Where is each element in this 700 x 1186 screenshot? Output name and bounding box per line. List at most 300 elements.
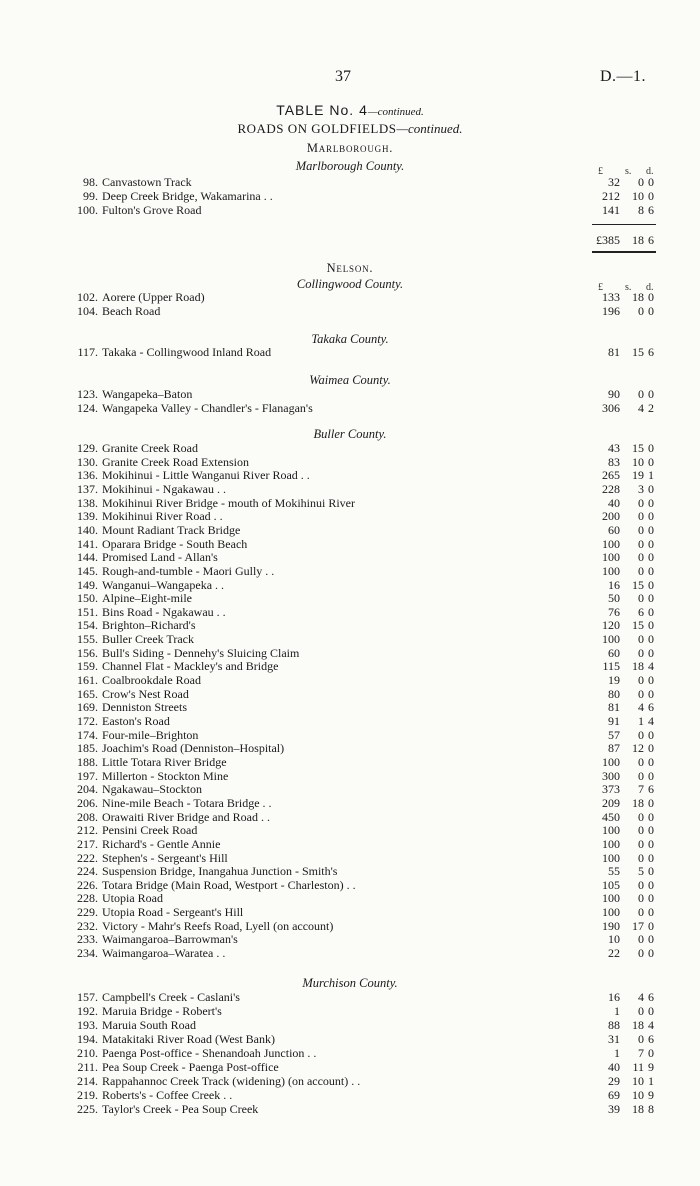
amount-shillings: 15: [632, 345, 644, 359]
item-number: 157.: [77, 990, 98, 1004]
amount-pounds: 100: [602, 850, 620, 865]
road-name: Aorere (Upper Road): [102, 290, 205, 304]
road-name: Granite Creek Road: [102, 441, 198, 455]
amount-pounds: 90: [608, 387, 620, 401]
amount-shillings: 0: [638, 673, 644, 688]
amount-pence: 0: [648, 577, 654, 592]
table-row: [0, 810, 700, 824]
document-reference: D.—1.: [600, 68, 647, 85]
table-row: [0, 591, 700, 605]
item-number: 140.: [77, 522, 98, 537]
road-name: Campbell's Creek - Caslani's: [102, 990, 240, 1004]
amount-shillings: 18: [632, 290, 644, 304]
amount-pounds: 100: [602, 632, 620, 647]
amount-pounds: 29: [608, 1074, 620, 1088]
amount-shillings: 10: [632, 1088, 644, 1102]
amount-shillings: 5: [638, 864, 644, 879]
amount-pounds: 16: [608, 990, 620, 1004]
county-heading-marlborough: Marlborough County.: [295, 159, 405, 173]
amount-pence: 0: [648, 495, 654, 510]
road-name: Joachim's Road (Denniston–Hospital): [102, 741, 285, 756]
item-number: 150.: [77, 591, 98, 606]
table-row: [0, 905, 700, 919]
amount-pence: 0: [648, 290, 654, 304]
amount-pounds: 100: [602, 754, 620, 769]
amount-pence: 0: [648, 550, 654, 565]
table-row: [0, 203, 700, 217]
item-number: 117.: [77, 345, 98, 359]
road-name: Denniston Streets: [102, 700, 187, 715]
table-row: [0, 509, 700, 523]
amount-pounds: 133: [602, 290, 620, 304]
road-name: Maruia Bridge - Robert's: [102, 1004, 222, 1018]
total-double-rule: [592, 251, 656, 253]
table-row: [0, 755, 700, 769]
amount-pence: 0: [648, 1046, 654, 1060]
item-number: 123.: [77, 387, 98, 401]
item-number: 136.: [77, 468, 98, 483]
amount-pounds: 105: [602, 877, 620, 892]
shillings-label: s.: [625, 282, 632, 293]
road-name: Waimangaroa–Waratea . .: [102, 946, 226, 961]
item-number: 141.: [77, 536, 98, 551]
table-row: [0, 1018, 700, 1032]
table-row: [0, 700, 700, 714]
item-number: 165.: [77, 686, 98, 701]
amount-pence: 0: [648, 754, 654, 769]
amount-pounds: 60: [608, 645, 620, 660]
amount-shillings: 0: [638, 387, 644, 401]
amount-pounds: 228: [602, 481, 620, 496]
road-name: Takaka - Collingwood Inland Road: [102, 345, 272, 359]
item-number: 211.: [77, 1060, 98, 1074]
table-row: [0, 878, 700, 892]
amount-pence: 2: [648, 401, 654, 416]
amount-pence: 0: [648, 522, 654, 537]
item-number: 185.: [77, 741, 98, 756]
item-number: 144.: [77, 550, 98, 565]
road-name: Oparara Bridge - South Beach: [102, 536, 248, 551]
table-row: [0, 837, 700, 851]
amount-pence: 8: [648, 1102, 654, 1116]
amount-pence: 0: [648, 918, 654, 933]
amount-pounds: 196: [602, 304, 620, 319]
amount-shillings: 0: [638, 768, 644, 783]
amount-pence: 0: [648, 768, 654, 783]
item-number: 229.: [77, 905, 98, 920]
road-name: Easton's Road: [102, 714, 170, 728]
amount-pence: 9: [648, 1088, 654, 1102]
amount-pence: 0: [648, 864, 654, 879]
amount-pence: 1: [648, 1074, 654, 1088]
table-row: [0, 290, 700, 304]
amount-pounds: 40: [608, 1060, 620, 1074]
table-row: [0, 564, 700, 578]
table-row: [0, 728, 700, 742]
item-number: 139.: [77, 509, 98, 524]
amount-shillings: 8: [638, 203, 644, 218]
amount-shillings: 0: [638, 632, 644, 647]
amount-pence: 0: [648, 1004, 654, 1018]
table-title-main: TABLE No. 4: [276, 102, 368, 118]
marlborough-total: [0, 233, 700, 247]
table-row: [0, 401, 700, 415]
amount-pence: 0: [648, 727, 654, 742]
pounds-label: £: [598, 282, 603, 293]
amount-pence: 9: [648, 1060, 654, 1074]
amount-pounds: 87: [608, 741, 620, 756]
table-row: [0, 175, 700, 189]
item-number: 159.: [77, 659, 98, 674]
region-heading-marlborough: Marlborough.: [306, 141, 394, 155]
amount-pence: 0: [648, 946, 654, 961]
table-row: [0, 632, 700, 646]
table-row: [0, 741, 700, 755]
road-name: Stephen's - Sergeant's Hill: [102, 850, 228, 865]
amount-pounds: 141: [602, 203, 620, 218]
amount-pounds: 120: [602, 618, 620, 633]
amount-pounds: 50: [608, 591, 620, 606]
item-number: 194.: [77, 1032, 98, 1046]
item-number: 228.: [77, 891, 98, 906]
amount-pounds: 100: [602, 550, 620, 565]
amount-shillings: 10: [632, 1074, 644, 1088]
table-row: [0, 345, 700, 359]
table-row: [0, 523, 700, 537]
road-name: Channel Flat - Mackley's and Bridge: [102, 659, 279, 674]
amount-pence: 0: [648, 877, 654, 892]
item-number: 138.: [77, 495, 98, 510]
item-number: 156.: [77, 645, 98, 660]
table-row: [0, 482, 700, 496]
road-name: Brighton–Richard's: [102, 618, 196, 633]
county-heading-takaka: Takaka County.: [311, 332, 389, 346]
road-name: Beach Road: [102, 304, 161, 319]
road-name: Utopia Road: [102, 891, 163, 906]
amount-shillings: 0: [638, 509, 644, 524]
road-name: Mount Radiant Track Bridge: [102, 522, 241, 537]
amount-shillings: 0: [638, 727, 644, 742]
item-number: 217.: [77, 836, 98, 851]
road-name: Taylor's Creek - Pea Soup Creek: [102, 1102, 259, 1116]
amount-shillings: 0: [638, 905, 644, 920]
item-number: 169.: [77, 700, 98, 715]
amount-shillings: 11: [632, 1060, 644, 1074]
road-name: Victory - Mahr's Reefs Road, Lyell (on account): [102, 918, 334, 933]
table-row: [0, 1060, 700, 1074]
amount-pounds: 1: [614, 1046, 620, 1060]
table-row: [0, 646, 700, 660]
table-row: [0, 919, 700, 933]
amount-shillings: 0: [638, 686, 644, 701]
amount-shillings: 0: [638, 563, 644, 578]
item-number: 99.: [83, 189, 98, 204]
table-row: [0, 455, 700, 469]
pence-label: d.: [646, 282, 654, 293]
item-number: 104.: [77, 304, 98, 319]
amount-pounds: 450: [602, 809, 620, 824]
amount-pence: 0: [648, 686, 654, 701]
amount-pence: 0: [648, 809, 654, 824]
amount-shillings: 0: [638, 304, 644, 319]
road-name: Wanganui–Wangapeka . .: [102, 577, 225, 592]
table-row: [0, 1102, 700, 1116]
amount-pounds: 200: [602, 509, 620, 524]
amount-pence: 6: [648, 782, 654, 797]
road-name: Nine-mile Beach - Totara Bridge . .: [102, 795, 272, 810]
table-title: [0, 102, 700, 120]
amount-pence: 0: [648, 454, 654, 469]
item-number: 137.: [77, 481, 98, 496]
amount-pounds: 100: [602, 563, 620, 578]
item-number: 172.: [77, 714, 98, 728]
table-row: [0, 550, 700, 564]
amount-pounds: 212: [602, 189, 620, 204]
amount-shillings: 4: [638, 990, 644, 1004]
amount-shillings: 18: [632, 795, 644, 810]
road-name: Orawaiti River Bridge and Road . .: [102, 809, 270, 824]
amount-pence: 0: [648, 823, 654, 838]
road-name: Canvastown Track: [102, 175, 192, 189]
road-name: Granite Creek Road Extension: [102, 454, 249, 469]
amount-pence: 4: [648, 714, 654, 728]
total-pounds: £385: [596, 233, 620, 247]
amount-shillings: 0: [638, 836, 644, 851]
item-number: 234.: [77, 946, 98, 961]
amount-pence: 0: [648, 645, 654, 660]
amount-shillings: 18: [632, 1102, 644, 1116]
amount-pounds: 265: [602, 468, 620, 483]
amount-pounds: 19: [608, 673, 620, 688]
road-name: Little Totara River Bridge: [102, 754, 227, 769]
amount-pounds: 10: [608, 932, 620, 947]
amount-shillings: 1: [638, 714, 644, 728]
item-number: 161.: [77, 673, 98, 688]
road-name: Crow's Nest Road: [102, 686, 189, 701]
amount-shillings: 10: [632, 189, 644, 204]
table-row: [0, 537, 700, 551]
road-name: Promised Land - Allan's: [102, 550, 218, 565]
table-row: [0, 864, 700, 878]
amount-shillings: 3: [638, 481, 644, 496]
amount-pounds: 55: [608, 864, 620, 879]
table-row: [0, 796, 700, 810]
road-name: Buller Creek Track: [102, 632, 194, 647]
amount-pence: 0: [648, 932, 654, 947]
item-number: 233.: [77, 932, 98, 947]
road-name: Totara Bridge (Main Road, Westport - Charleston) . .: [102, 877, 356, 892]
amount-pence: 0: [648, 673, 654, 688]
road-name: Ngakawau–Stockton: [102, 782, 202, 797]
table-row: [0, 441, 700, 455]
amount-pounds: 115: [602, 659, 620, 674]
amount-shillings: 17: [632, 918, 644, 933]
total-rule: [592, 224, 656, 225]
amount-pence: 6: [648, 700, 654, 715]
item-number: 100.: [77, 203, 98, 218]
road-name: Coalbrookdale Road: [102, 673, 201, 688]
road-name: Mokihinui - Ngakawau . .: [102, 481, 226, 496]
county-heading-waimea: Waimea County.: [309, 373, 391, 387]
amount-shillings: 18: [632, 1018, 644, 1032]
amount-pence: 0: [648, 563, 654, 578]
road-name: Bull's Siding - Dennehy's Sluicing Claim: [102, 645, 300, 660]
amount-shillings: 0: [638, 946, 644, 961]
amount-shillings: 0: [638, 550, 644, 565]
amount-pounds: 40: [608, 495, 620, 510]
amount-shillings: 0: [638, 877, 644, 892]
amount-pounds: 100: [602, 823, 620, 838]
item-number: 151.: [77, 604, 98, 619]
item-number: 232.: [77, 918, 98, 933]
amount-shillings: 0: [638, 932, 644, 947]
item-number: 124.: [77, 401, 98, 416]
amount-shillings: 0: [638, 809, 644, 824]
amount-pounds: 60: [608, 522, 620, 537]
item-number: 155.: [77, 632, 98, 647]
amount-shillings: 0: [638, 1032, 644, 1046]
table-row: [0, 769, 700, 783]
table-row: [0, 605, 700, 619]
table-row: [0, 1046, 700, 1060]
table-row: [0, 673, 700, 687]
item-number: 226.: [77, 877, 98, 892]
road-name: Paenga Post-office - Shenandoah Junction . .: [102, 1046, 317, 1060]
item-number: 193.: [77, 1018, 98, 1032]
amount-pounds: 83: [608, 454, 620, 469]
amount-pounds: 69: [608, 1088, 620, 1102]
road-name: Richard's - Gentle Annie: [102, 836, 221, 851]
amount-shillings: 0: [638, 591, 644, 606]
roads-title-continued: —continued.: [396, 121, 463, 136]
table-row: [0, 932, 700, 946]
amount-shillings: 4: [638, 700, 644, 715]
amount-pence: 0: [648, 189, 654, 204]
amount-shillings: 0: [638, 495, 644, 510]
road-name: Deep Creek Bridge, Wakamarina . .: [102, 189, 273, 204]
road-name: Matakitaki River Road (West Bank): [102, 1032, 275, 1046]
amount-pounds: 209: [602, 795, 620, 810]
amount-shillings: 7: [638, 782, 644, 797]
item-number: 206.: [77, 795, 98, 810]
item-number: 214.: [77, 1074, 98, 1088]
road-name: Rappahannoc Creek Track (widening) (on account) . .: [102, 1074, 361, 1088]
road-name: Millerton - Stockton Mine: [102, 768, 229, 783]
amount-pence: 4: [648, 1018, 654, 1032]
amount-shillings: 0: [638, 1004, 644, 1018]
amount-pence: 0: [648, 509, 654, 524]
pence-label: d.: [646, 166, 654, 177]
table-row: [0, 823, 700, 837]
amount-pounds: 373: [602, 782, 620, 797]
road-name: Fulton's Grove Road: [102, 203, 202, 218]
amount-pounds: 1: [614, 1004, 620, 1018]
table-row: [0, 714, 700, 728]
amount-shillings: 18: [632, 659, 644, 674]
total-shillings: 18: [632, 233, 644, 247]
page-number: 37: [335, 68, 351, 85]
region-heading-nelson: Nelson.: [326, 261, 374, 275]
table-row: [0, 1074, 700, 1088]
road-name: Wangapeka–Baton: [102, 387, 193, 401]
amount-pounds: 39: [608, 1102, 620, 1116]
item-number: 174.: [77, 727, 98, 742]
road-name: Rough-and-tumble - Maori Gully . .: [102, 563, 275, 578]
amount-shillings: 15: [632, 577, 644, 592]
amount-pounds: 81: [608, 345, 620, 359]
amount-pence: 0: [648, 591, 654, 606]
item-number: 212.: [77, 823, 98, 838]
item-number: 130.: [77, 454, 98, 469]
amount-pounds: 57: [608, 727, 620, 742]
amount-shillings: 7: [638, 1046, 644, 1060]
item-number: 98.: [83, 175, 98, 189]
amount-pounds: 88: [608, 1018, 620, 1032]
item-number: 197.: [77, 768, 98, 783]
table-row: [0, 659, 700, 673]
roads-title-main: ROADS ON GOLDFIELDS: [237, 121, 397, 136]
road-name: Mokihinui River Road . .: [102, 509, 223, 524]
item-number: 222.: [77, 850, 98, 865]
amount-pounds: 306: [602, 401, 620, 416]
amount-pounds: 190: [602, 918, 620, 933]
table-row: [0, 891, 700, 905]
amount-shillings: 0: [638, 754, 644, 769]
table-row: [0, 618, 700, 632]
amount-pence: 0: [648, 891, 654, 906]
amount-pence: 0: [648, 632, 654, 647]
item-number: 102.: [77, 290, 98, 304]
amount-pounds: 100: [602, 891, 620, 906]
table-row: [0, 304, 700, 318]
amount-pounds: 43: [608, 441, 620, 455]
table-row: [0, 687, 700, 701]
road-name: Utopia Road - Sergeant's Hill: [102, 905, 244, 920]
amount-pence: 0: [648, 304, 654, 319]
pounds-label: £: [598, 166, 603, 177]
amount-shillings: 12: [632, 741, 644, 756]
road-name: Four-mile–Brighton: [102, 727, 199, 742]
amount-pounds: 16: [608, 577, 620, 592]
county-heading-murchison: Murchison County.: [302, 976, 398, 990]
item-number: 129.: [77, 441, 98, 455]
item-number: 208.: [77, 809, 98, 824]
table-title-continued: —continued.: [367, 106, 424, 118]
roads-title: [0, 121, 700, 137]
amount-pounds: 32: [608, 175, 620, 189]
amount-shillings: 0: [638, 522, 644, 537]
amount-pounds: 91: [608, 714, 620, 728]
item-number: 154.: [77, 618, 98, 633]
amount-shillings: 0: [638, 850, 644, 865]
item-number: 188.: [77, 754, 98, 769]
road-name: Alpine–Eight-mile: [102, 591, 192, 606]
amount-pence: 0: [648, 536, 654, 551]
road-name: Pea Soup Creek - Paenga Post-office: [102, 1060, 279, 1074]
amount-pence: 0: [648, 618, 654, 633]
amount-pounds: 22: [608, 946, 620, 961]
amount-pence: 0: [648, 850, 654, 865]
amount-pence: 0: [648, 741, 654, 756]
amount-pounds: 100: [602, 536, 620, 551]
amount-pounds: 81: [608, 700, 620, 715]
table-row: [0, 782, 700, 796]
amount-pence: 0: [648, 481, 654, 496]
table-row: [0, 851, 700, 865]
county-heading-buller: Buller County.: [313, 427, 387, 441]
item-number: 192.: [77, 1004, 98, 1018]
amount-pence: 0: [648, 836, 654, 851]
